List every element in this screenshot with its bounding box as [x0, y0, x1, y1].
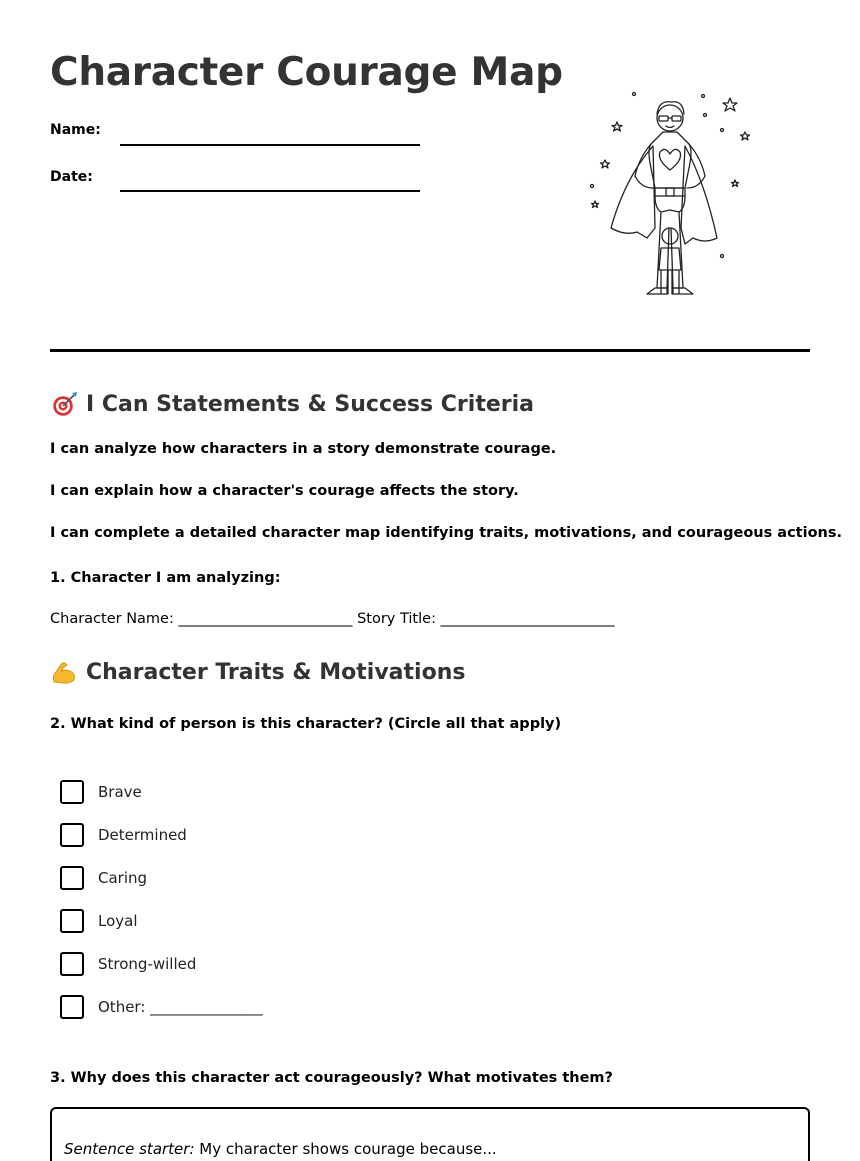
- question-2-label: 2. What kind of person is this character? (Circle all that apply): [50, 716, 562, 732]
- section-heading-i-can: [50, 390, 534, 418]
- trait-option-loyal[interactable]: [60, 909, 360, 933]
- checkbox[interactable]: [60, 866, 84, 890]
- flexed-bicep-icon: [50, 658, 78, 686]
- question-3-label: 3. Why does this character act courageously? What motivates them?: [50, 1070, 613, 1086]
- section-heading-text: I Can Statements & Success Criteria: [86, 391, 534, 417]
- trait-option-strong-willed[interactable]: [60, 952, 360, 976]
- i-can-statement: I can analyze how characters in a story demonstrate courage.: [50, 441, 557, 457]
- name-label: Name:: [50, 122, 101, 138]
- question-1-label: 1. Character I am analyzing:: [50, 570, 281, 586]
- section-heading-text: Character Traits & Motivations: [86, 659, 466, 685]
- date-field: [50, 169, 430, 199]
- checkbox[interactable]: [60, 952, 84, 976]
- starter-text: My character shows courage because...: [194, 1140, 497, 1158]
- trait-option-brave[interactable]: [60, 780, 360, 804]
- checkbox[interactable]: [60, 780, 84, 804]
- checkbox[interactable]: [60, 995, 84, 1019]
- page-title: Character Courage Map: [50, 50, 563, 95]
- target-dart-icon: [50, 390, 78, 418]
- name-field: [50, 122, 430, 152]
- trait-option-caring[interactable]: [60, 866, 360, 890]
- date-input-line[interactable]: [120, 190, 420, 192]
- trait-label: Loyal: [98, 912, 138, 930]
- character-story-line[interactable]: Character Name: ________________________ Story Title: ________________________: [50, 611, 615, 627]
- starter-prefix: Sentence starter:: [64, 1140, 195, 1158]
- motivation-answer-box[interactable]: [50, 1107, 810, 1161]
- checkbox[interactable]: [60, 909, 84, 933]
- trait-label: Brave: [98, 783, 142, 801]
- sentence-starter: [64, 1140, 497, 1158]
- i-can-statement: I can complete a detailed character map identifying traits, motivations, and courageous actions.: [50, 525, 842, 541]
- checkbox[interactable]: [60, 823, 84, 847]
- i-can-statement: I can explain how a character's courage affects the story.: [50, 483, 519, 499]
- trait-label: Strong-willed: [98, 955, 197, 973]
- trait-label: Caring: [98, 869, 148, 887]
- trait-label: Other: _______________: [98, 998, 263, 1016]
- trait-option-determined[interactable]: [60, 823, 360, 847]
- name-input-line[interactable]: [120, 144, 420, 146]
- superhero-illustration: [585, 88, 755, 303]
- date-label: Date:: [50, 169, 93, 185]
- trait-option-other[interactable]: [60, 995, 360, 1019]
- header-divider: [50, 349, 810, 352]
- section-heading-traits: [50, 658, 465, 686]
- trait-label: Determined: [98, 826, 187, 844]
